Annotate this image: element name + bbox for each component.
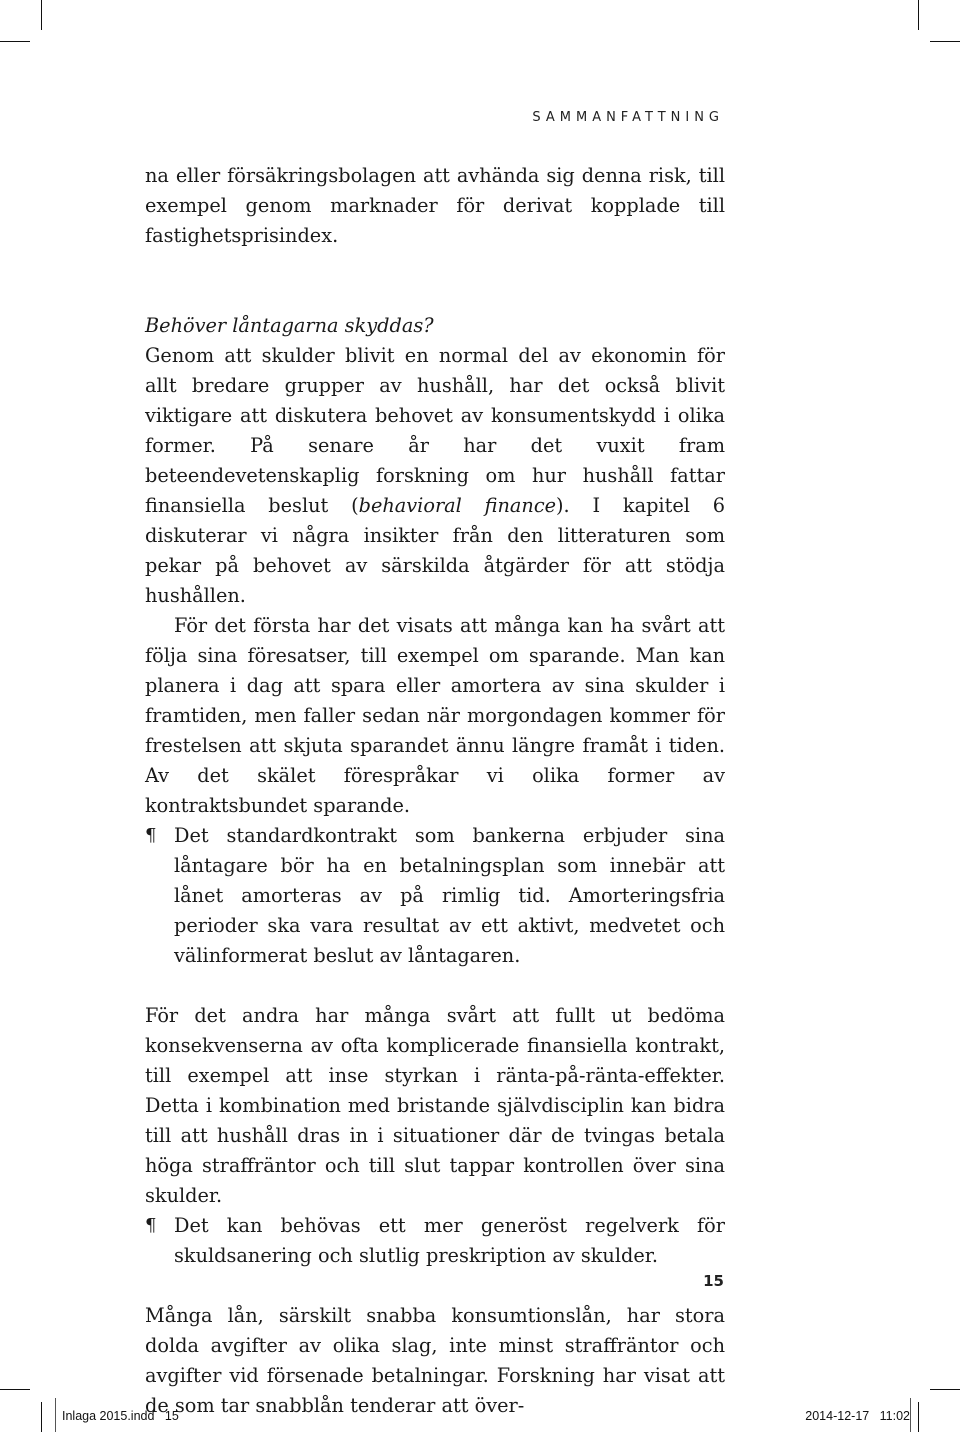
crop-mark-top-left-h bbox=[0, 41, 30, 42]
paragraph-first-point: För det första har det visats att många kan ha svårt att följa sina föresatser, till exempel om sparande. Man kan planera i dag att spara eller amortera av sina skulder i framtiden, men faller sedan när morgondagen kommer för frestelsen att skjuta sparandet ännu längre framåt i tiden. Av det skälet förespråkar vi olika former av kontraktsbundet sparande. bbox=[145, 614, 725, 817]
slug-timestamp: 2014-12-17 11:02 bbox=[805, 1409, 910, 1423]
recommendation-1-text: Det standardkontrakt som bankerna erbjuder sina låntagare bör ha en betalningsplan som innebär att lånet amorteras av på rimlig tid. Amorteringsfria perioder ska vara resultat av ett aktivt, medvetet och välinformerat beslut av låntagaren. bbox=[174, 824, 725, 967]
crop-mark-top-right-h bbox=[930, 41, 960, 42]
paragraph-loans: Många lån, särskilt snabba konsumtionslån, har stora dolda avgifter av olika slag, inte minst straffräntor och avgifter vid försenade betalningar. Forskning har visat att de som tar snabblån tenderar att över- bbox=[145, 1304, 725, 1417]
crop-mark-top-left-v bbox=[41, 0, 42, 30]
section-heading: Behöver låntagarna skyddas? bbox=[145, 314, 434, 337]
body-text bbox=[145, 161, 725, 1421]
crop-mark-bottom-left-v bbox=[41, 1402, 42, 1432]
paragraph-intro-text-a: Genom att skulder blivit en normal del av ekonomin för allt bredare grupper av hushåll, har det också blivit viktigare att diskutera behovet av konsumentskydd i olika former. På senare år har det vuxit fram beteendevetenskaplig forskning om hur hushåll fattar finansiella beslut ( bbox=[145, 344, 725, 517]
paragraph-intro-text-b: ). I kapitel 6 diskuterar vi några insikter från den litteraturen som pekar på behovet av särskilda åtgärder för att stödja hushållen. bbox=[145, 494, 725, 607]
slug-divider-right bbox=[910, 1398, 911, 1432]
recommendation-1 bbox=[145, 821, 725, 971]
recommendation-2 bbox=[145, 1211, 725, 1271]
paragraph-second-point: För det andra har många svårt att fullt ut bedöma konsekvenserna av ofta komplicerade finansiella kontrakt, till exempel att inse styrkan i ränta-på-ränta-effekter. Detta i kombination med bristande självdisciplin kan bidra till att hushåll dras in i situationer där de tvingas betala höga straffräntor och till slut tappar kontrollen över sina skulder. bbox=[145, 1004, 725, 1207]
italic-term: behavioral finance bbox=[358, 494, 557, 517]
running-head: SAMMANFATTNING bbox=[532, 110, 724, 125]
slug-file-info: Inlaga 2015.indd 15 bbox=[62, 1409, 179, 1423]
slug-divider-left bbox=[55, 1398, 56, 1432]
crop-mark-bottom-left-h bbox=[0, 1389, 30, 1390]
pilcrow-icon: ¶ bbox=[145, 825, 157, 846]
crop-mark-bottom-right-h bbox=[930, 1389, 960, 1390]
pilcrow-icon: ¶ bbox=[145, 1215, 157, 1236]
paragraph-continued: na eller försäkringsbolagen att avhända sig denna risk, till exempel genom marknader för derivat kopplade till fastighetsprisindex. bbox=[145, 164, 725, 247]
crop-mark-bottom-right-v bbox=[918, 1402, 919, 1432]
recommendation-2-text: Det kan behövas ett mer generöst regelverk för skuldsanering och slutlig preskription av skulder. bbox=[174, 1214, 725, 1267]
paragraph-intro bbox=[145, 341, 725, 611]
page-number: 15 bbox=[703, 1272, 724, 1290]
crop-mark-top-right-v bbox=[918, 0, 919, 30]
